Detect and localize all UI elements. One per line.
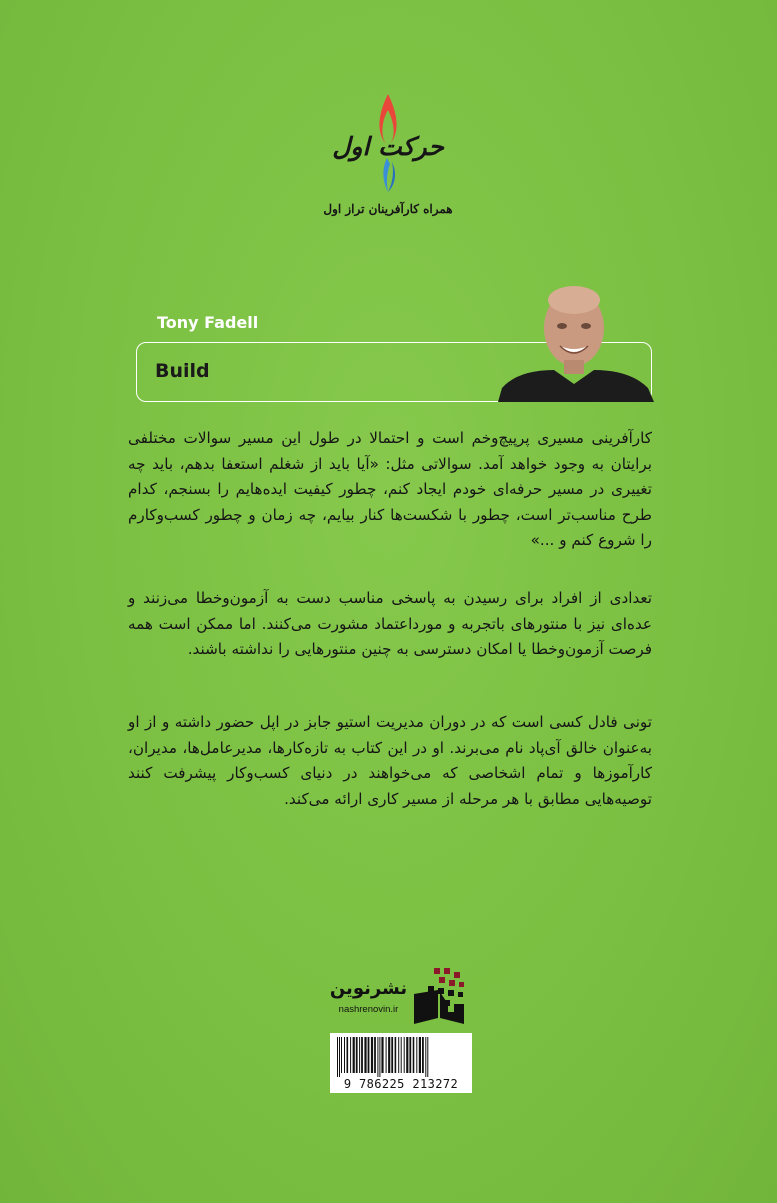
- description-paragraph-3: تونی فادل کسی است که در دوران مدیریت استیو جابز در اپل حضور داشته و از او به‌عنوان خالق آی‌پاد نام می‌برند. او در این کتاب به تازه‌کارها، مدیرعامل‌ها، مدیران، کارآموزها و تمام اشخاصی که می‌خواهند در دنیای کسب‌وکار پیشرفت کنند توصیه‌هایی مطابق با هر مرحله از مسیر کاری ارائه می‌کند.: [128, 713, 652, 808]
- barcode-number: 9 786225 213272: [343, 1077, 459, 1091]
- publisher-block: [326, 968, 466, 1024]
- series-tagline: همراه کارآفرینان تراز اول: [323, 202, 453, 216]
- description-paragraph-2: تعدادی از افراد برای رسیدن به پاسخی مناسب دست به آزمون‌وخطا می‌زنند و عده‌ای نیز با منتورهای باتجربه و مورداعتماد مشورت می‌کنند. اما ممکن است همه فرصت آزمون‌وخطا یا امکان دسترسی به چنین منتورهایی را نداشته باشند.: [128, 589, 652, 659]
- description-paragraph-1: کارآفرینی مسیری پرپیچ‌وخم است و احتمالا در طول این مسیر سوالات مختلفی برایتان به وجود خواهد آمد. سوالاتی مثل: «آیا باید از شغلم استعفا بدهم، باید چه تغییری در مسیر حرفه‌ای خودم ایجاد کنم، چطور کیفیت ایده‌هایم را بسنجم، کدام طرح مناسب‌تر است، چطور با شکست‌ها کنار بیایم، چه زمان و چطور کسب‌وکارم را شروع کنم و ...»: [128, 429, 652, 550]
- author-name: Tony Fadell: [157, 313, 259, 332]
- barcode-bars: [335, 1037, 467, 1077]
- publisher-name: نشرنوین: [329, 978, 408, 999]
- author-photo: [498, 270, 654, 402]
- series-logo: [318, 92, 458, 227]
- publisher-logo-icon: [414, 968, 466, 1024]
- book-title: Build: [155, 360, 210, 382]
- barcode: [330, 1033, 472, 1093]
- publisher-website: nashrenovin.ir: [338, 1004, 399, 1015]
- series-title: حرکت اول: [332, 132, 444, 161]
